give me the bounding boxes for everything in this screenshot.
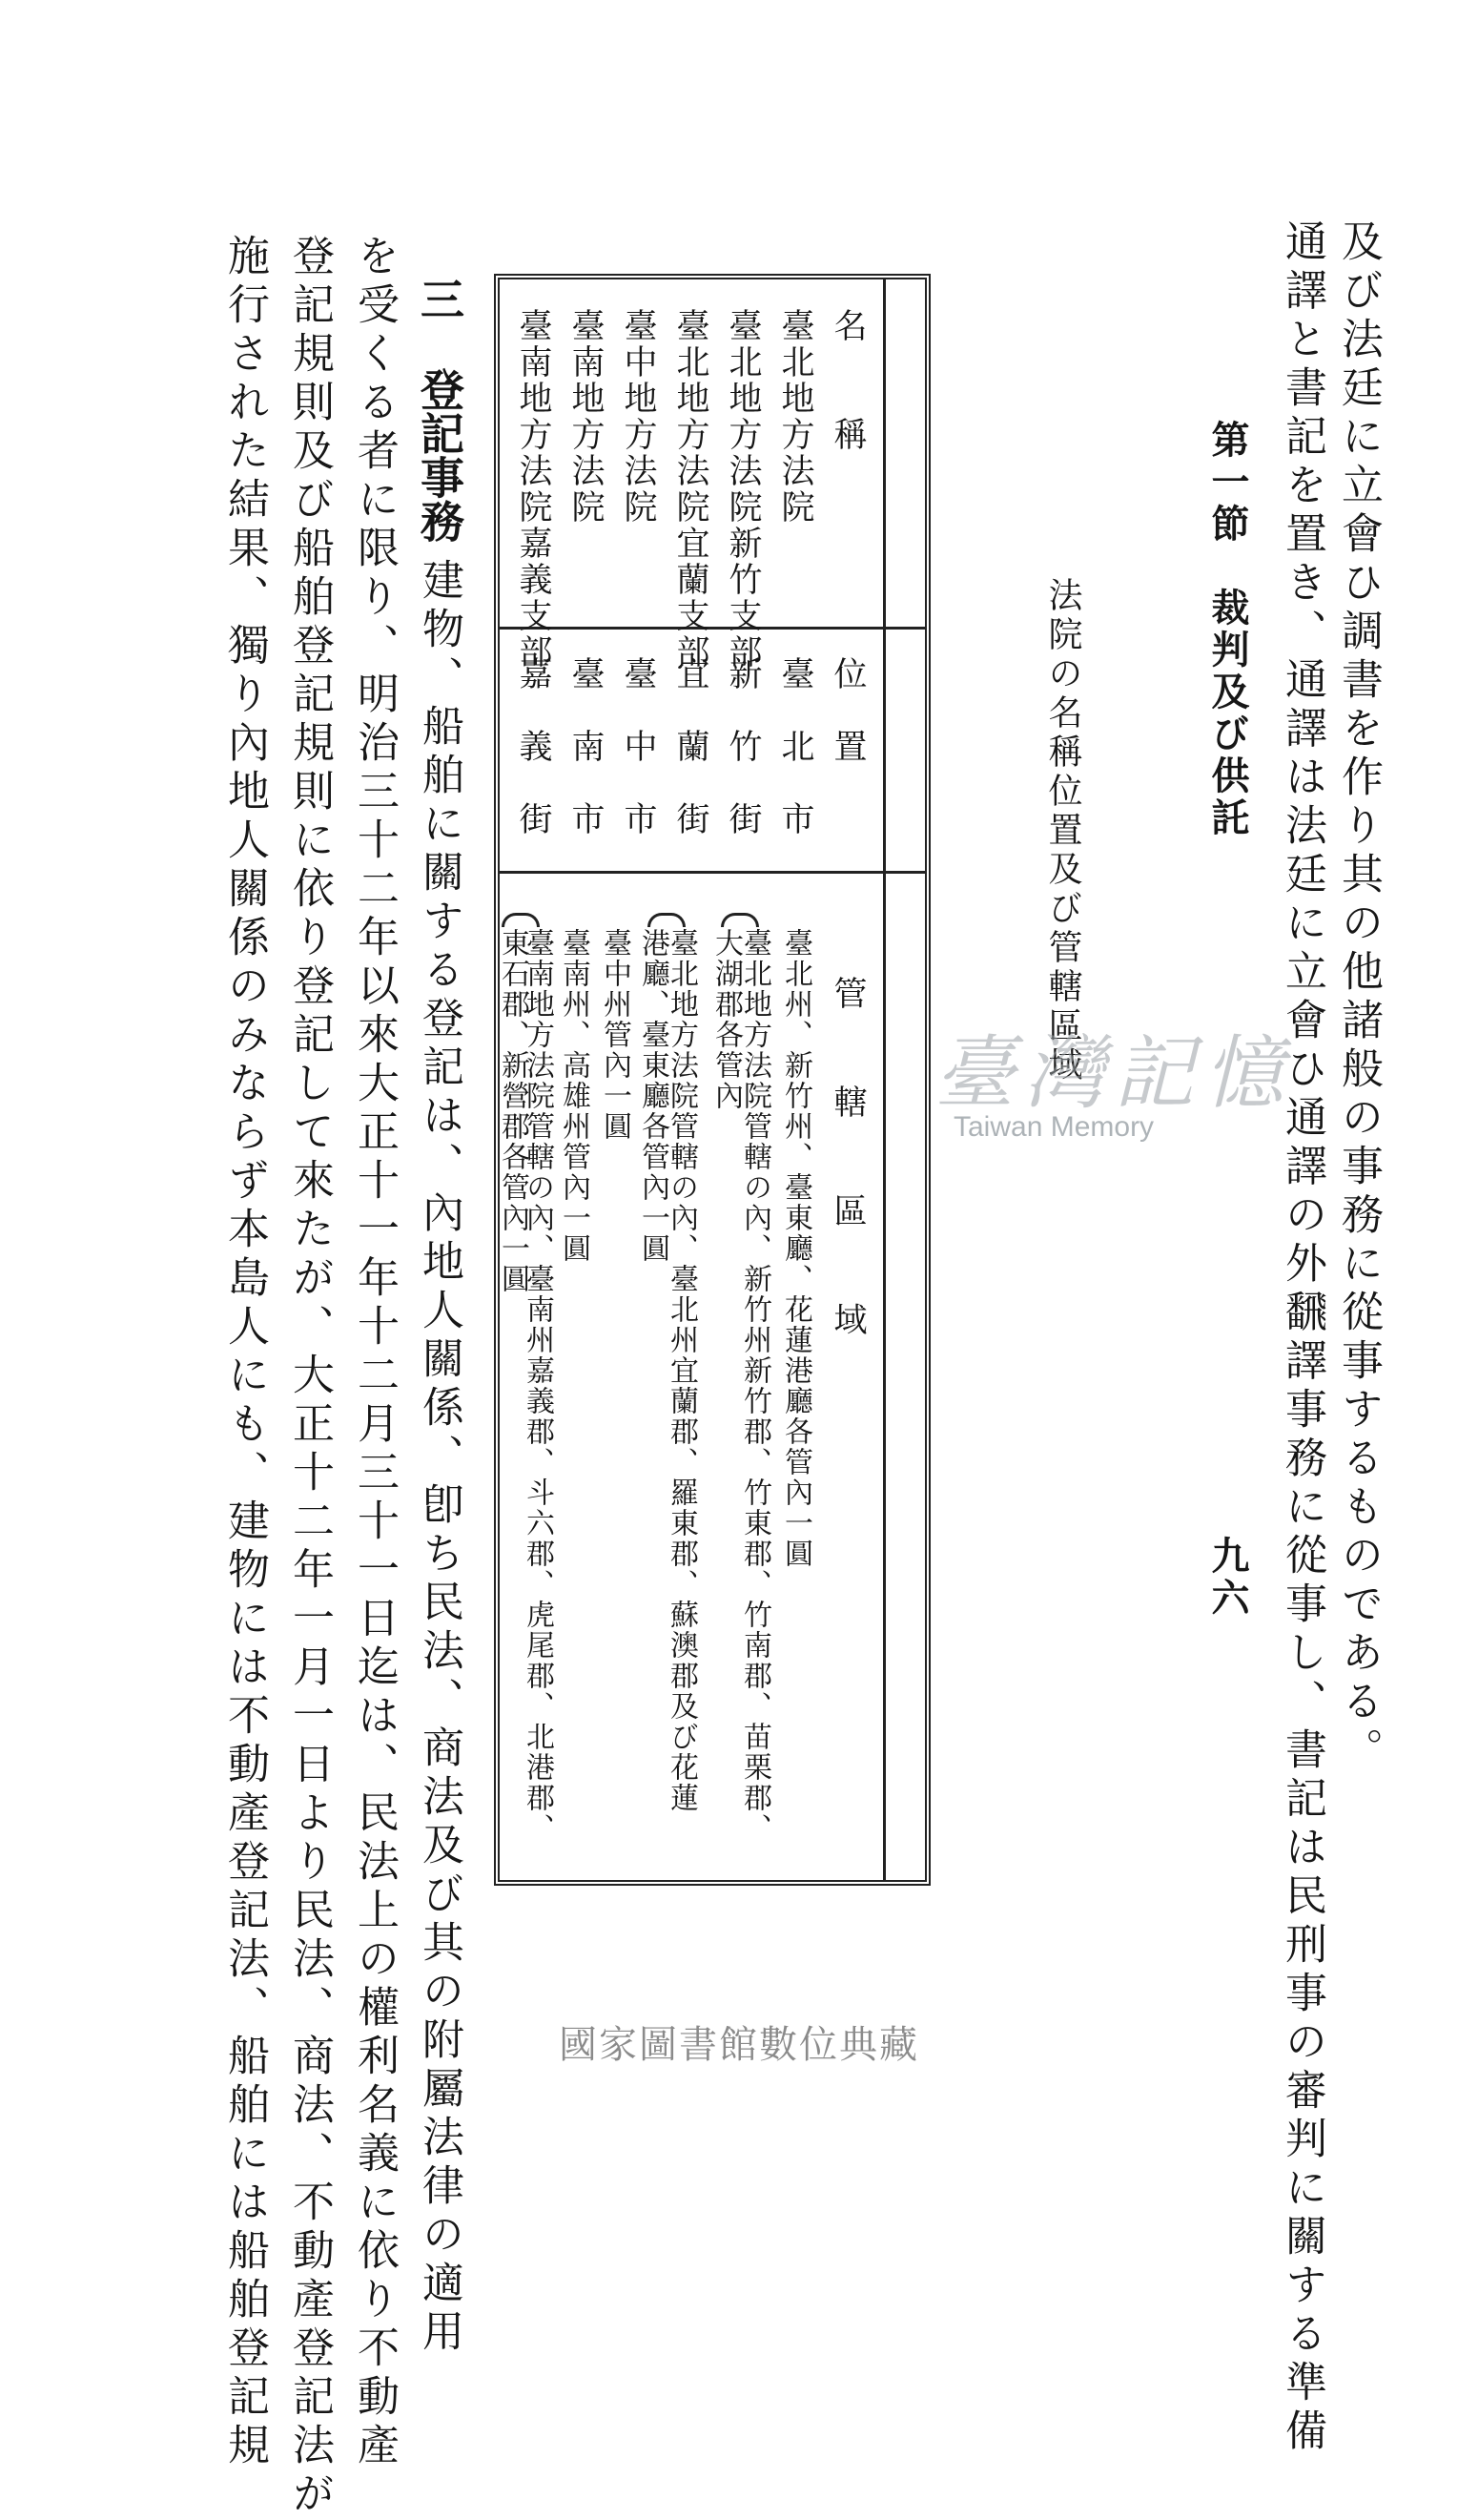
row5-location: 臺 南 市 xyxy=(566,656,605,837)
row6-brace xyxy=(502,913,540,927)
row6-jurisdiction-line2: 東石郡、新營郡各管內一圓 xyxy=(496,928,529,1294)
section3-line2: を受くる者に限り、明治三十二年以來大正十一年十二月三十一日迄は、民法上の權利名義に依り不動產 xyxy=(350,234,399,2471)
row4-location: 臺 中 市 xyxy=(619,656,657,837)
row3-jurisdiction-line2: 港廳、臺東廳各管內一圓 xyxy=(636,928,669,1264)
section3-number: 三 xyxy=(414,277,465,320)
table-title: 法院の名稱位置及び管轄區域 xyxy=(1043,577,1082,1085)
header-location: 位 置 xyxy=(829,656,867,765)
name-location-divider xyxy=(500,627,925,630)
location-jurisdiction-divider xyxy=(500,871,925,874)
row3-brace xyxy=(647,913,686,927)
row1-name: 臺北地方法院 xyxy=(776,308,814,526)
row5-jurisdiction: 臺南州、高雄州管內一圓 xyxy=(557,928,590,1264)
row1-location: 臺 北 市 xyxy=(776,656,814,837)
row6-jurisdiction-line1: 臺南地方法院管轄の內、臺南州嘉義郡、斗六郡、虎尾郡、北港郡、 xyxy=(521,928,554,1844)
section3-line4: 施行された結果、獨り內地人關係のみならず本島人にも、建物には不動產登記法、船舶には船舶登記規 xyxy=(220,234,269,2471)
page-number: 九六 xyxy=(1205,1536,1250,1620)
header-name: 名 稱 xyxy=(829,308,867,453)
row3-jurisdiction-line1: 臺北地方法院管轄の內、臺北州宜蘭郡、羅東郡、蘇澳郡及び花蓮 xyxy=(665,928,698,1813)
row6-location: 嘉 義 街 xyxy=(514,656,552,837)
header-divider xyxy=(883,279,886,1880)
row5-name: 臺南地方法院 xyxy=(566,308,605,526)
row6-name: 臺南地方法院嘉義支部 xyxy=(514,308,552,671)
paragraph1-line1: 通譯と書記を置き、通譯は法廷に立會ひ通譯の外飜譯事務に從事し、書記は民刑事の審判に關する準備 xyxy=(1278,219,1326,2457)
section3-line1: 建物、船舶に關する登記は、內地人關係、卽ち民法、商法及び其の附屬法律の適用 xyxy=(415,558,463,2358)
row4-jurisdiction: 臺中州管內一圓 xyxy=(598,928,631,1142)
section3-line3: 登記規則及び船舶登記規則に依り登記して來たが、大正十二年一月一日より民法、商法、不動產登記法が xyxy=(285,234,334,2520)
row1-jurisdiction: 臺北州、新竹州、臺東廳、花蓮港廳各管內一圓 xyxy=(779,928,812,1569)
watermark-logo: 臺灣記憶 xyxy=(934,1026,1294,1120)
section3-heading: 登記事務 xyxy=(414,367,465,543)
row2-name: 臺北地方法院新竹支部 xyxy=(724,308,762,671)
running-header: 第一節 裁判及び供託 xyxy=(1205,420,1250,839)
row2-location: 新 竹 街 xyxy=(724,656,762,837)
row2-brace xyxy=(721,913,759,927)
header-jurisdiction: 管 轄 區 域 xyxy=(829,976,867,1338)
watermark-subtitle: Taiwan Memory xyxy=(954,1111,1155,1143)
row4-name: 臺中地方法院 xyxy=(619,308,657,526)
row3-name: 臺北地方法院宜蘭支部 xyxy=(671,308,709,671)
row3-location: 宜 蘭 街 xyxy=(671,656,709,837)
court-jurisdiction-table xyxy=(494,274,931,1886)
paragraph1-line2: 及び法廷に立會ひ調書を作り其の他諸般の事務に從事するものである。 xyxy=(1334,219,1383,1776)
row2-jurisdiction-line2: 大湖郡各管內 xyxy=(709,928,743,1111)
row2-jurisdiction-line1: 臺北地方法院管轄の內、新竹州新竹郡、竹東郡、竹南郡、苗栗郡、 xyxy=(738,928,771,1844)
footer-library-credit: 國家圖書館數位典藏 xyxy=(559,2023,919,2067)
